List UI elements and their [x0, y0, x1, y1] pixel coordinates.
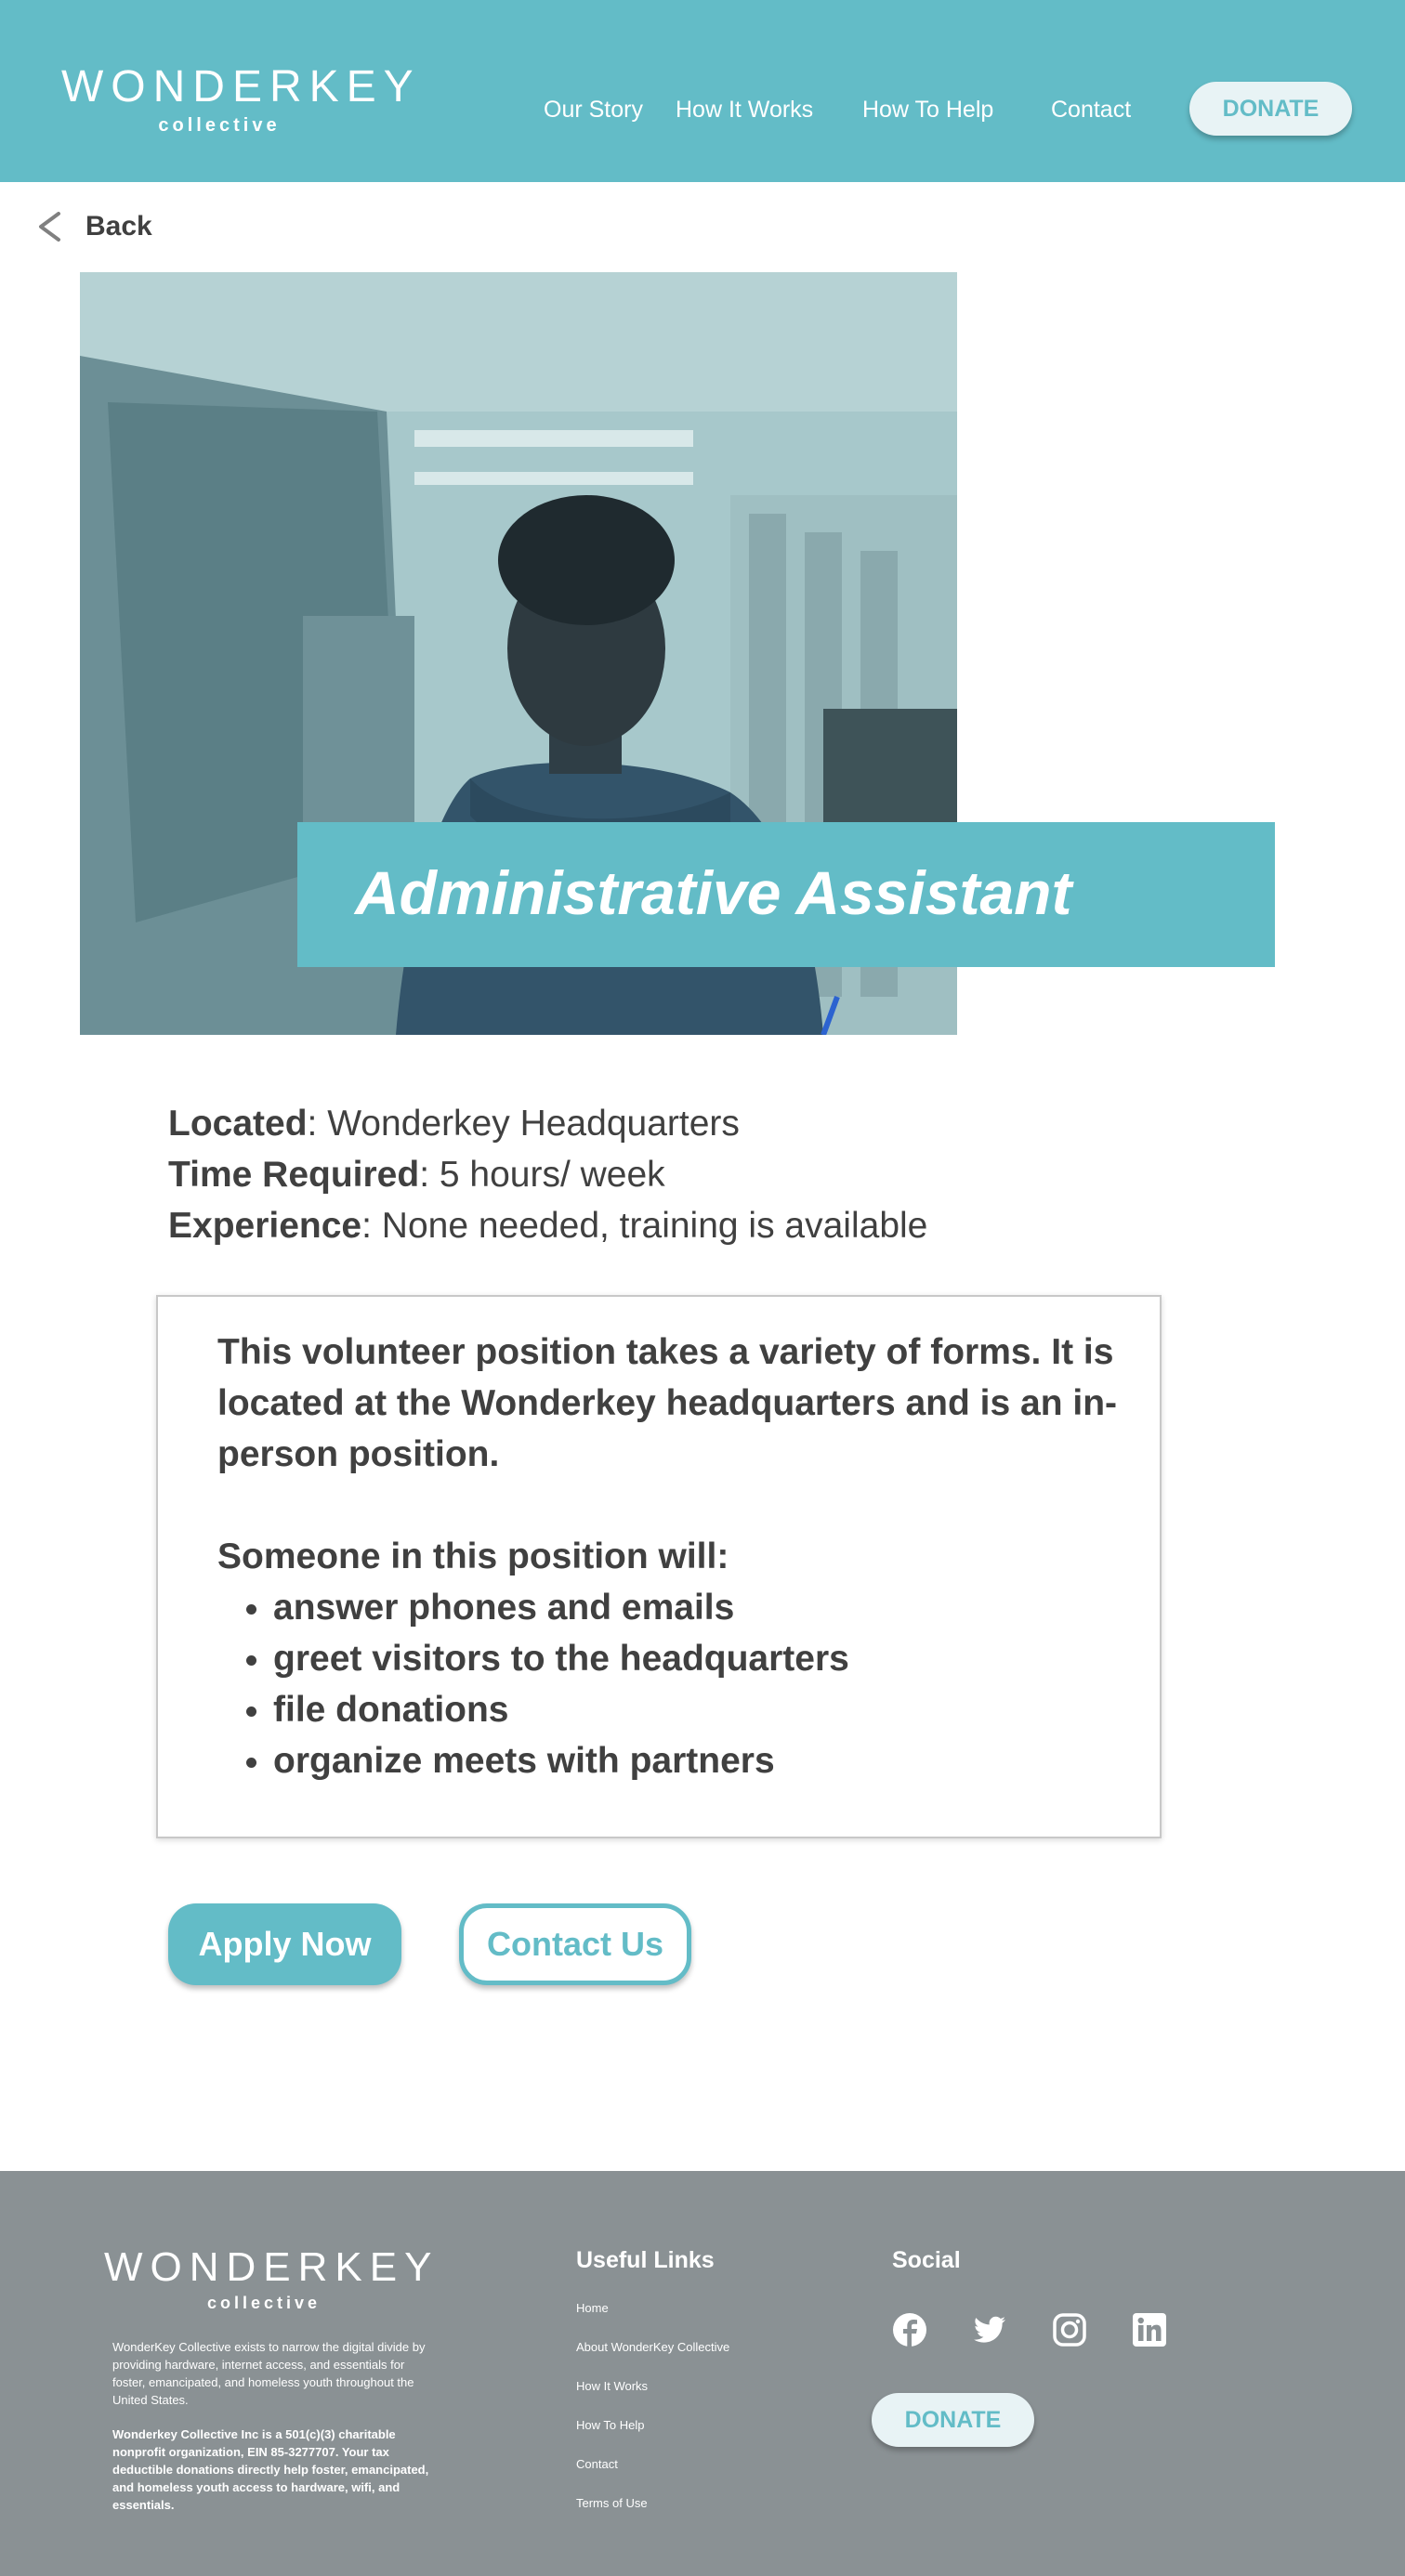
detail-label: Time Required: [168, 1155, 420, 1195]
nav-contact[interactable]: Contact: [1051, 97, 1132, 123]
detail-value: : 5 hours/ week: [419, 1155, 665, 1195]
detail-value: : None needed, training is available: [361, 1206, 928, 1246]
detail-label: Located: [168, 1104, 308, 1144]
list-item: • organize meets with partners: [273, 1735, 1137, 1786]
footer-link-how-it-works[interactable]: How It Works: [576, 2379, 649, 2393]
facebook-icon[interactable]: [892, 2312, 927, 2347]
header-donate-button[interactable]: DONATE: [1189, 82, 1352, 136]
back-label: Back: [85, 211, 152, 242]
list-item: • file donations: [273, 1684, 1137, 1735]
description-intro: This volunteer position takes a variety of forms. It is located at the Wonderkey headquarters and is an in-person position.: [217, 1332, 1118, 1474]
social-icons: [892, 2312, 1212, 2347]
useful-links-list: [576, 2301, 729, 2535]
detail-location: [168, 1098, 927, 1149]
nav-our-story[interactable]: Our Story: [544, 97, 643, 123]
logo-wordmark: WONDERKEY: [104, 2244, 440, 2290]
detail-time: [168, 1149, 927, 1200]
useful-links-title: Useful Links: [576, 2247, 715, 2273]
description-box: [156, 1295, 1162, 1838]
footer-link-how-to-help[interactable]: How To Help: [576, 2418, 645, 2432]
detail-value: : Wonderkey Headquarters: [307, 1104, 740, 1144]
footer-about: [112, 2338, 438, 2530]
footer-donate-button[interactable]: DONATE: [872, 2393, 1034, 2447]
header-logo[interactable]: [61, 62, 421, 137]
logo-wordmark: WONDERKEY: [61, 62, 421, 111]
social-title: Social: [892, 2247, 961, 2273]
description-list-heading: Someone in this position will:: [217, 1536, 729, 1576]
list-item: • greet visitors to the headquarters: [273, 1633, 1137, 1684]
footer-link-about[interactable]: About WonderKey Collective: [576, 2340, 730, 2354]
nav-how-it-works[interactable]: How It Works: [676, 97, 814, 123]
footer-legal: Wonderkey Collective Inc is a 501(c)(3) charitable nonprofit organization, EIN 85-3277707. Your tax deductible donations directly help foster, emancipated, and homeless youth access to hardware, wifi, and essentials.: [112, 2427, 429, 2512]
detail-label: Experience: [168, 1206, 362, 1246]
logo-tagline: collective: [158, 115, 281, 136]
footer-link-terms[interactable]: Terms of Use: [576, 2496, 648, 2510]
logo-tagline: collective: [206, 2294, 322, 2312]
description-content: [217, 1327, 1137, 1786]
contact-us-button[interactable]: Contact Us: [459, 1903, 691, 1985]
detail-experience: [168, 1200, 927, 1251]
footer-mission: WonderKey Collective exists to narrow the digital divide by providing hardware, internet access, and essentials for foster, emancipated, and homeless youth throughout the United States.: [112, 2340, 426, 2407]
duties-list: [217, 1582, 1137, 1786]
apply-now-button[interactable]: Apply Now: [168, 1903, 401, 1985]
linkedin-icon[interactable]: [1132, 2312, 1167, 2347]
site-footer: [0, 2171, 1405, 2576]
position-title-band: [297, 822, 1275, 967]
footer-logo[interactable]: [104, 2244, 440, 2313]
back-link[interactable]: [35, 208, 152, 245]
instagram-icon[interactable]: [1052, 2312, 1087, 2347]
position-details: [168, 1098, 927, 1251]
footer-link-home[interactable]: Home: [576, 2301, 609, 2315]
site-header: [0, 0, 1405, 182]
twitter-icon[interactable]: [972, 2312, 1007, 2347]
position-title: Administrative Assistant: [355, 858, 1072, 927]
list-item: • answer phones and emails: [273, 1582, 1137, 1633]
chevron-left-icon: [35, 208, 63, 245]
footer-link-contact[interactable]: Contact: [576, 2457, 618, 2471]
nav-how-to-help[interactable]: How To Help: [862, 97, 994, 123]
